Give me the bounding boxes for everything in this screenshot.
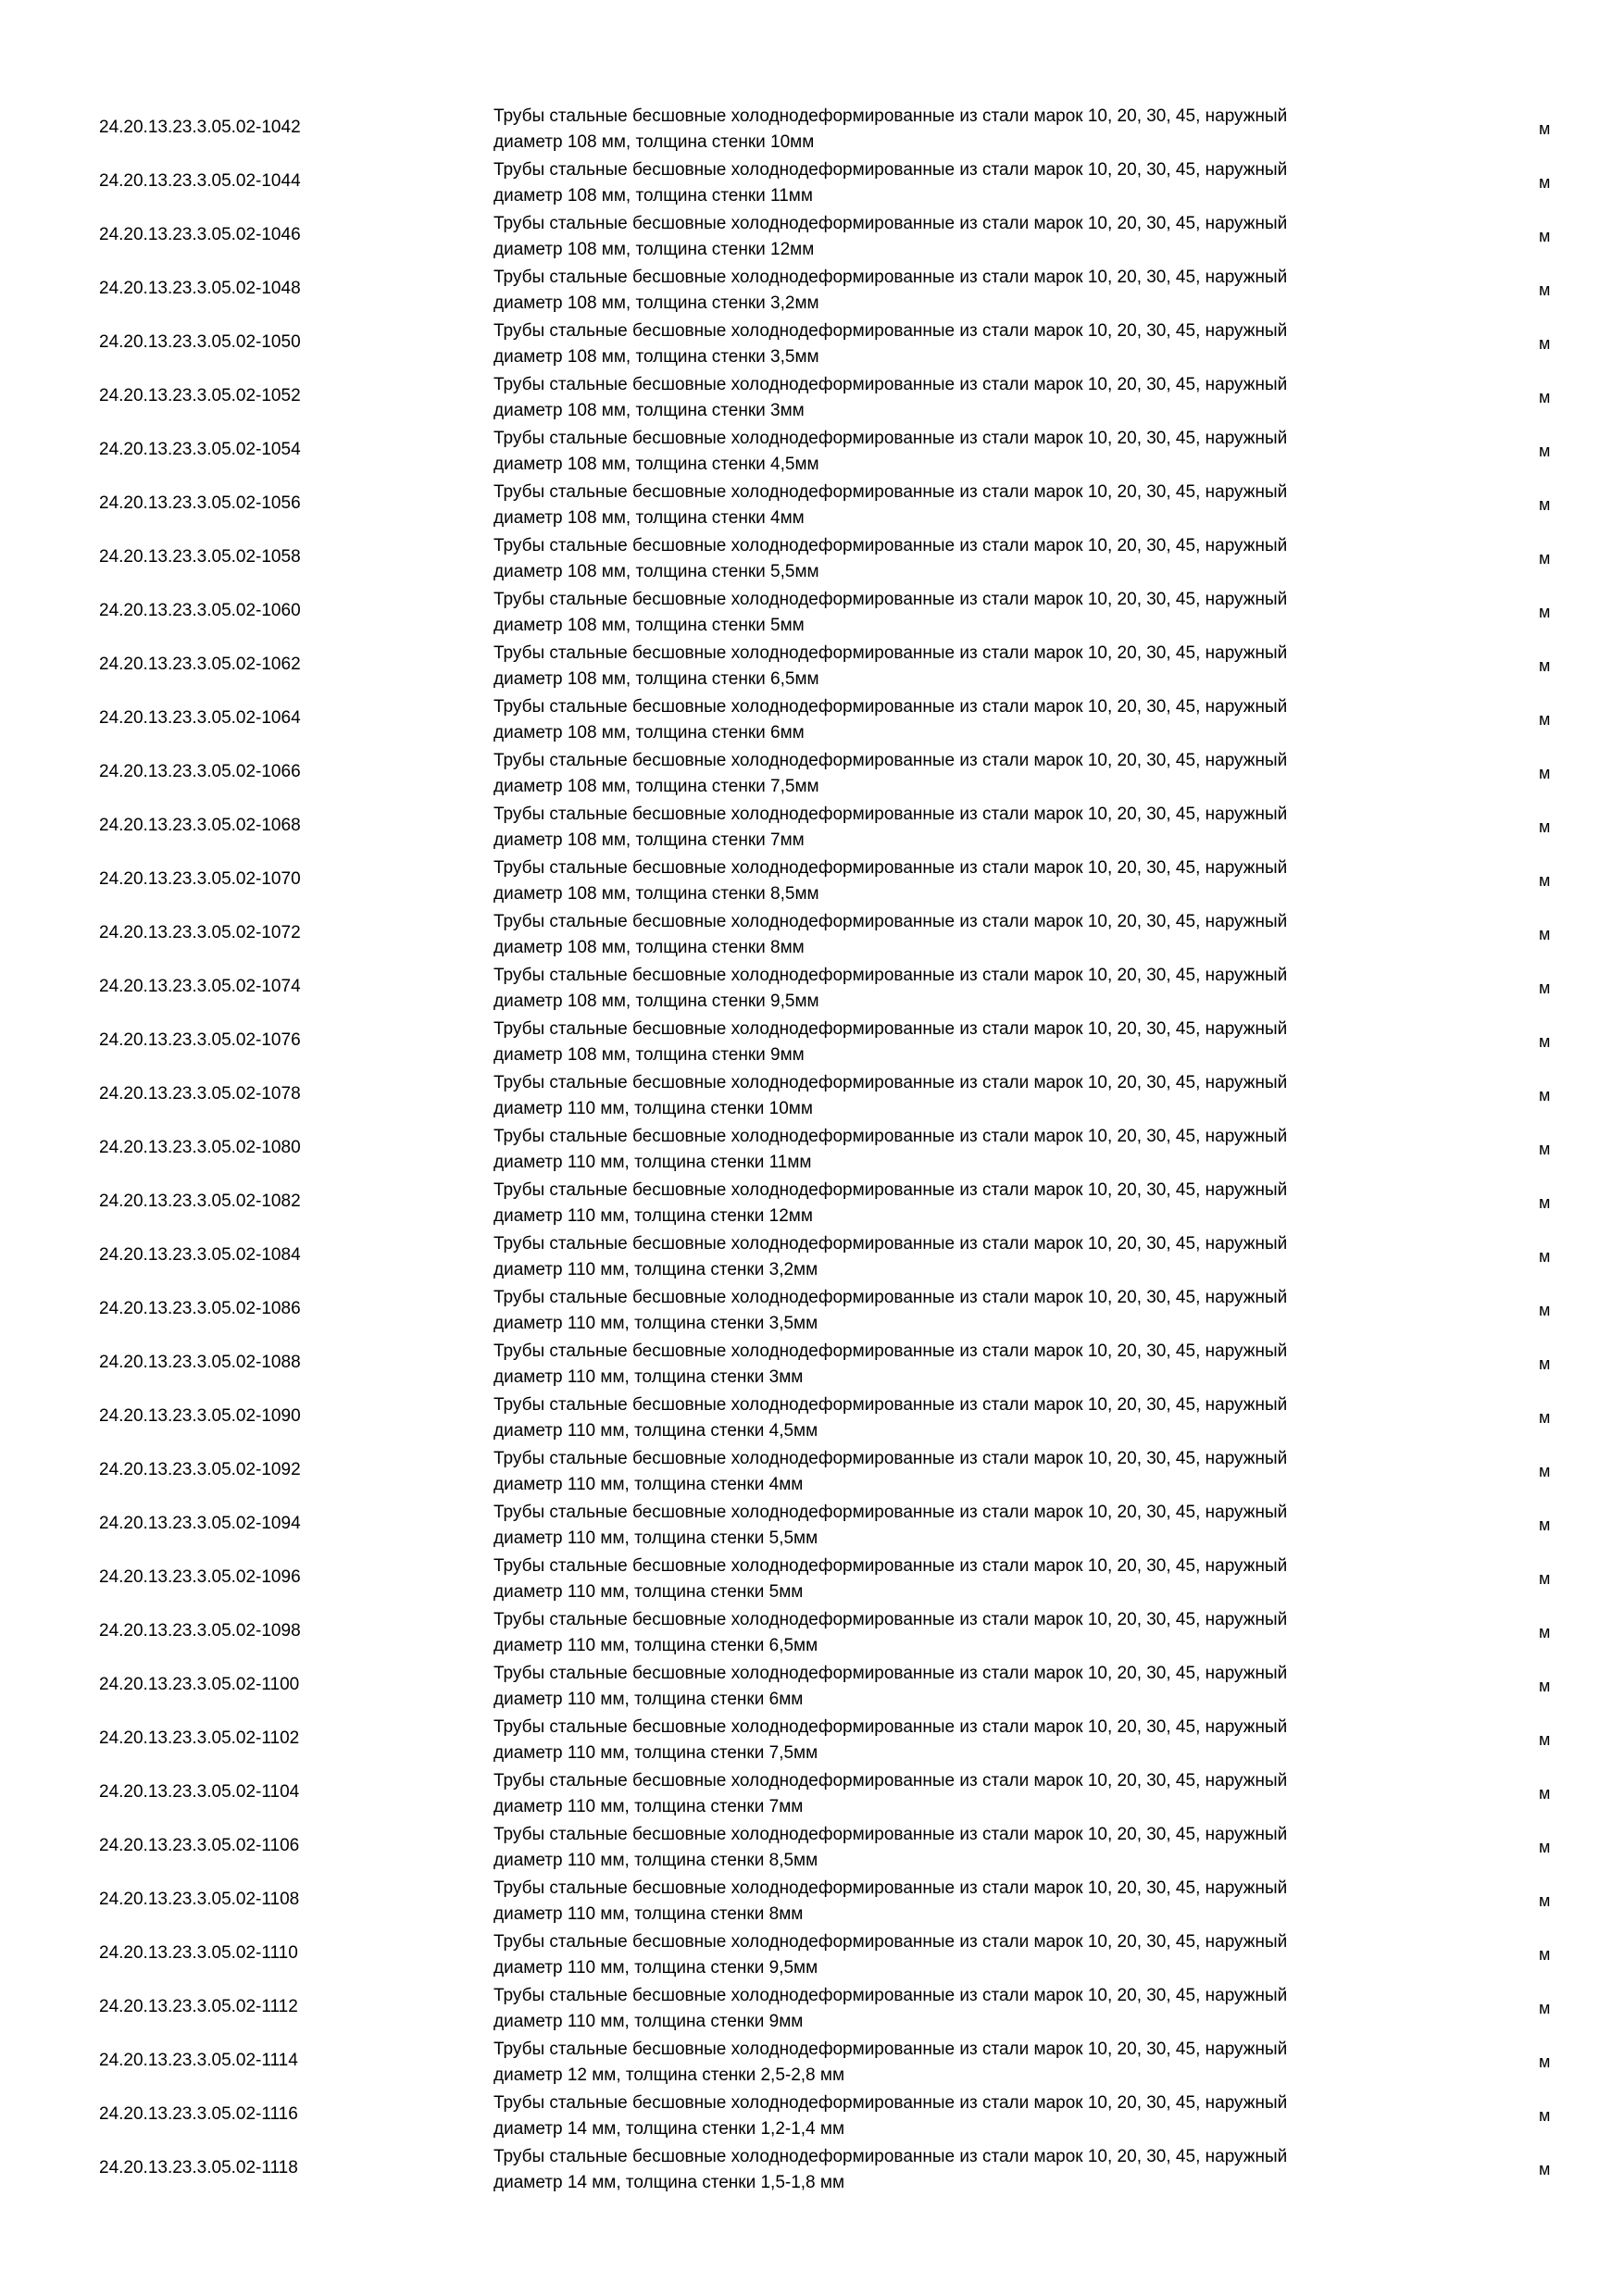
unit-of-measure: м [1539,119,1551,138]
resource-description [493,1285,1419,1337]
description-line-2: диаметр 110 мм, толщина стенки 8мм [493,1904,804,1924]
description-line-2: диаметр 108 мм, толщина стенки 7,5мм [493,777,819,796]
description-line-2: диаметр 110 мм, толщина стенки 3,5мм [493,1314,818,1333]
description-line-2: диаметр 108 мм, толщина стенки 11мм [493,186,813,206]
resource-code: 24.20.13.23.3.05.02-1102 [99,1728,300,1748]
table-row [0,1978,1624,2032]
resource-code: 24.20.13.23.3.05.02-1114 [99,2051,298,2070]
table-row [0,1227,1624,1280]
table-row [0,1334,1624,1388]
resource-code: 24.20.13.23.3.05.02-1050 [99,332,301,352]
table-row [0,2140,1624,2193]
unit-of-measure: м [1539,2106,1551,2125]
unit-of-measure: м [1539,656,1551,675]
description-line-1: Трубы стальные бесшовные холоднодеформированные из стали марок 10, 20, 30, 45, наружный [493,321,1288,341]
table-row [0,1280,1624,1334]
description-line-1: Трубы стальные бесшовные холоднодеформированные из стали марок 10, 20, 30, 45, наружный [493,1341,1288,1361]
unit-of-measure: м [1539,549,1551,568]
description-line-2: диаметр 108 мм, толщина стенки 3,2мм [493,293,819,313]
description-line-2: диаметр 108 мм, толщина стенки 7мм [493,830,805,850]
table-row [0,743,1624,797]
table-row [0,260,1624,314]
description-line-1: Трубы стальные бесшовные холоднодеформированные из стали марок 10, 20, 30, 45, наружный [493,1180,1288,1200]
resource-code: 24.20.13.23.3.05.02-1092 [99,1460,301,1479]
resource-code: 24.20.13.23.3.05.02-1076 [99,1030,301,1050]
table-row [0,1925,1624,1978]
unit-of-measure: м [1539,495,1551,514]
resource-code: 24.20.13.23.3.05.02-1088 [99,1353,301,1372]
resource-description [493,372,1419,424]
description-line-2: диаметр 108 мм, толщина стенки 5,5мм [493,562,819,581]
resource-description [493,641,1419,693]
unit-of-measure: м [1539,1891,1551,1910]
unit-of-measure: м [1539,1677,1551,1695]
description-line-1: Трубы стальные бесшовные холоднодеформированные из стали марок 10, 20, 30, 45, наружный [493,697,1288,717]
resource-description [493,909,1419,961]
table-row [0,1066,1624,1119]
description-line-1: Трубы стальные бесшовные холоднодеформированные из стали марок 10, 20, 30, 45, наружный [493,2147,1288,2166]
price-list-table [0,99,1624,2193]
unit-of-measure: м [1539,281,1551,299]
description-line-2: диаметр 110 мм, толщина стенки 11мм [493,1153,812,1172]
description-line-1: Трубы стальные бесшовные холоднодеформированные из стали марок 10, 20, 30, 45, наружный [493,1932,1288,1952]
resource-description [493,1929,1419,1981]
resource-description [493,1876,1419,1928]
description-line-1: Трубы стальные бесшовные холоднодеформированные из стали марок 10, 20, 30, 45, наружный [493,1503,1288,1522]
table-row [0,905,1624,958]
table-row [0,1012,1624,1066]
description-line-1: Трубы стальные бесшовные холоднодеформированные из стали марок 10, 20, 30, 45, наружный [493,375,1288,394]
description-line-2: диаметр 110 мм, толщина стенки 7,5мм [493,1743,818,1763]
resource-description [493,426,1419,478]
resource-code: 24.20.13.23.3.05.02-1074 [99,977,301,996]
description-line-1: Трубы стальные бесшовные холоднодеформированные из стали марок 10, 20, 30, 45, наружный [493,1234,1288,1254]
unit-of-measure: м [1539,1086,1551,1104]
description-line-2: диаметр 108 мм, толщина стенки 9мм [493,1045,805,1065]
description-line-2: диаметр 110 мм, толщина стенки 10мм [493,1099,813,1118]
table-row [0,2032,1624,2086]
unit-of-measure: м [1539,334,1551,353]
unit-of-measure: м [1539,1623,1551,1641]
description-line-2: диаметр 108 мм, толщина стенки 3мм [493,401,805,420]
description-line-2: диаметр 110 мм, толщина стенки 4,5мм [493,1421,818,1441]
resource-code: 24.20.13.23.3.05.02-1116 [99,2104,298,2124]
unit-of-measure: м [1539,173,1551,192]
resource-code: 24.20.13.23.3.05.02-1042 [99,118,301,137]
description-line-1: Трубы стальные бесшовные холоднодеформированные из стали марок 10, 20, 30, 45, наружный [493,268,1288,287]
description-line-1: Трубы стальные бесшовные холоднодеформированные из стали марок 10, 20, 30, 45, наружный [493,1664,1288,1683]
table-row [0,153,1624,206]
description-line-2: диаметр 110 мм, толщина стенки 9,5мм [493,1958,818,1978]
resource-code: 24.20.13.23.3.05.02-1052 [99,386,301,406]
table-row [0,1495,1624,1549]
description-line-1: Трубы стальные бесшовные холоднодеформированные из стали марок 10, 20, 30, 45, наружный [493,643,1288,663]
resource-code: 24.20.13.23.3.05.02-1104 [99,1782,300,1802]
resource-description [493,1661,1419,1713]
description-line-2: диаметр 108 мм, толщина стенки 4,5мм [493,455,819,474]
resource-description [493,1607,1419,1659]
resource-description [493,1822,1419,1874]
resource-description [493,1339,1419,1391]
resource-description [493,1231,1419,1283]
description-line-1: Трубы стальные бесшовные холоднодеформированные из стали марок 10, 20, 30, 45, наружный [493,966,1288,985]
unit-of-measure: м [1539,1354,1551,1373]
description-line-1: Трубы стальные бесшовные холоднодеформированные из стали марок 10, 20, 30, 45, наружный [493,590,1288,609]
resource-code: 24.20.13.23.3.05.02-1112 [99,1997,298,2016]
description-line-2: диаметр 110 мм, толщина стенки 12мм [493,1206,813,1226]
resource-description [493,1124,1419,1176]
description-line-1: Трубы стальные бесшовные холоднодеформированные из стали марок 10, 20, 30, 45, наружный [493,1127,1288,1146]
resource-code: 24.20.13.23.3.05.02-1110 [99,1943,298,1963]
description-line-1: Трубы стальные бесшовные холоднодеформированные из стали марок 10, 20, 30, 45, наружный [493,1395,1288,1415]
description-line-2: диаметр 110 мм, толщина стенки 9мм [493,2012,804,2031]
description-line-1: Трубы стальные бесшовные холоднодеформированные из стали марок 10, 20, 30, 45, наружный [493,1878,1288,1898]
resource-code: 24.20.13.23.3.05.02-1046 [99,225,301,244]
resource-description [493,694,1419,746]
table-row [0,1871,1624,1925]
description-line-1: Трубы стальные бесшовные холоднодеформированные из стали марок 10, 20, 30, 45, наружный [493,858,1288,878]
table-row [0,1119,1624,1173]
unit-of-measure: м [1539,1140,1551,1158]
unit-of-measure: м [1539,1784,1551,1803]
description-line-1: Трубы стальные бесшовные холоднодеформированные из стали марок 10, 20, 30, 45, наружный [493,214,1288,233]
resource-description [493,318,1419,370]
description-line-1: Трубы стальные бесшовные холоднодеформированные из стали марок 10, 20, 30, 45, наружный [493,1556,1288,1576]
description-line-1: Трубы стальные бесшовные холоднодеформированные из стали марок 10, 20, 30, 45, наружный [493,2093,1288,2113]
table-row [0,636,1624,690]
resource-code: 24.20.13.23.3.05.02-1068 [99,816,301,835]
resource-description [493,1768,1419,1820]
table-row [0,99,1624,153]
resource-description [493,480,1419,531]
description-line-2: диаметр 14 мм, толщина стенки 1,5-1,8 мм [493,2173,845,2192]
unit-of-measure: м [1539,1569,1551,1588]
description-line-1: Трубы стальные бесшовные холоднодеформированные из стали марок 10, 20, 30, 45, наружный [493,1288,1288,1307]
table-row [0,1441,1624,1495]
table-row [0,1603,1624,1656]
description-line-2: диаметр 108 мм, толщина стенки 8мм [493,938,805,957]
resource-code: 24.20.13.23.3.05.02-1062 [99,655,301,674]
resource-code: 24.20.13.23.3.05.02-1078 [99,1084,301,1104]
description-line-1: Трубы стальные бесшовные холоднодеформированные из стали марок 10, 20, 30, 45, наружный [493,2040,1288,2059]
description-line-2: диаметр 108 мм, толщина стенки 3,5мм [493,347,819,367]
unit-of-measure: м [1539,925,1551,943]
description-line-2: диаметр 108 мм, толщина стенки 5мм [493,616,805,635]
description-line-2: диаметр 12 мм, толщина стенки 2,5-2,8 мм [493,2065,845,2085]
table-row [0,2086,1624,2140]
resource-code: 24.20.13.23.3.05.02-1056 [99,493,301,513]
resource-code: 24.20.13.23.3.05.02-1070 [99,869,301,889]
unit-of-measure: м [1539,2160,1551,2178]
resource-code: 24.20.13.23.3.05.02-1090 [99,1406,301,1426]
description-line-1: Трубы стальные бесшовные холоднодеформированные из стали марок 10, 20, 30, 45, наружный [493,1825,1288,1844]
unit-of-measure: м [1539,1408,1551,1427]
table-row [0,690,1624,743]
resource-code: 24.20.13.23.3.05.02-1048 [99,279,301,298]
resource-description [493,587,1419,639]
resource-code: 24.20.13.23.3.05.02-1082 [99,1192,301,1211]
unit-of-measure: м [1539,227,1551,245]
table-row [0,421,1624,475]
resource-description [493,1070,1419,1122]
resource-code: 24.20.13.23.3.05.02-1086 [99,1299,301,1318]
unit-of-measure: м [1539,979,1551,997]
resource-code: 24.20.13.23.3.05.02-1094 [99,1514,301,1533]
description-line-2: диаметр 108 мм, толщина стенки 6мм [493,723,805,742]
resource-code: 24.20.13.23.3.05.02-1084 [99,1245,301,1265]
description-line-1: Трубы стальные бесшовные холоднодеформированные из стали марок 10, 20, 30, 45, наружный [493,1986,1288,2005]
description-line-1: Трубы стальные бесшовные холоднодеформированные из стали марок 10, 20, 30, 45, наружный [493,1019,1288,1039]
description-line-1: Трубы стальные бесшовные холоднодеформированные из стали марок 10, 20, 30, 45, наружный [493,429,1288,448]
description-line-1: Трубы стальные бесшовные холоднодеформированные из стали марок 10, 20, 30, 45, наружный [493,805,1288,824]
resource-code: 24.20.13.23.3.05.02-1106 [99,1836,300,1855]
unit-of-measure: м [1539,1462,1551,1480]
resource-code: 24.20.13.23.3.05.02-1098 [99,1621,301,1641]
description-line-2: диаметр 110 мм, толщина стенки 3мм [493,1367,804,1387]
resource-description [493,1554,1419,1605]
resource-description [493,1178,1419,1229]
unit-of-measure: м [1539,1516,1551,1534]
resource-description [493,2144,1419,2196]
resource-description [493,748,1419,800]
unit-of-measure: м [1539,817,1551,836]
resource-code: 24.20.13.23.3.05.02-1080 [99,1138,301,1157]
resource-description [493,1392,1419,1444]
table-row [0,851,1624,905]
resource-description [493,1983,1419,2035]
description-line-1: Трубы стальные бесшовные холоднодеформированные из стали марок 10, 20, 30, 45, наружный [493,751,1288,770]
resource-code: 24.20.13.23.3.05.02-1058 [99,547,301,567]
resource-description [493,963,1419,1015]
resource-description [493,1017,1419,1068]
table-row [0,1388,1624,1441]
resource-description [493,211,1419,263]
table-row [0,206,1624,260]
description-line-2: диаметр 108 мм, толщина стенки 12мм [493,240,815,259]
description-line-1: Трубы стальные бесшовные холоднодеформированные из стали марок 10, 20, 30, 45, наружный [493,106,1288,126]
description-line-2: диаметр 110 мм, толщина стенки 5мм [493,1582,804,1602]
description-line-1: Трубы стальные бесшовные холоднодеформированные из стали марок 10, 20, 30, 45, наружный [493,160,1288,180]
table-row [0,475,1624,529]
resource-code: 24.20.13.23.3.05.02-1066 [99,762,301,781]
resource-code: 24.20.13.23.3.05.02-1118 [99,2158,298,2177]
description-line-2: диаметр 110 мм, толщина стенки 6,5мм [493,1636,818,1655]
table-row [0,958,1624,1012]
unit-of-measure: м [1539,871,1551,890]
resource-code: 24.20.13.23.3.05.02-1096 [99,1567,301,1587]
description-line-2: диаметр 108 мм, толщина стенки 9,5мм [493,992,819,1011]
description-line-2: диаметр 108 мм, толщина стенки 8,5мм [493,884,819,904]
table-row [0,582,1624,636]
table-row [0,1710,1624,1764]
description-line-1: Трубы стальные бесшовные холоднодеформированные из стали марок 10, 20, 30, 45, наружный [493,1610,1288,1629]
unit-of-measure: м [1539,1193,1551,1212]
description-line-2: диаметр 14 мм, толщина стенки 1,2-1,4 мм [493,2119,845,2139]
table-row [0,529,1624,582]
resource-code: 24.20.13.23.3.05.02-1060 [99,601,301,620]
resource-code: 24.20.13.23.3.05.02-1100 [99,1675,300,1694]
resource-description [493,157,1419,209]
table-row [0,1817,1624,1871]
table-row [0,1656,1624,1710]
description-line-2: диаметр 110 мм, толщина стенки 4мм [493,1475,804,1494]
unit-of-measure: м [1539,710,1551,729]
description-line-2: диаметр 110 мм, толщина стенки 5,5мм [493,1529,818,1548]
table-row [0,314,1624,368]
unit-of-measure: м [1539,1945,1551,1964]
unit-of-measure: м [1539,1838,1551,1856]
description-line-1: Трубы стальные бесшовные холоднодеформированные из стали марок 10, 20, 30, 45, наружный [493,1771,1288,1791]
unit-of-measure: м [1539,2053,1551,2071]
resource-description [493,2090,1419,2142]
table-row [0,1764,1624,1817]
unit-of-measure: м [1539,1301,1551,1319]
description-line-2: диаметр 110 мм, толщина стенки 8,5мм [493,1851,818,1870]
description-line-2: диаметр 110 мм, толщина стенки 3,2мм [493,1260,818,1279]
description-line-1: Трубы стальные бесшовные холоднодеформированные из стали марок 10, 20, 30, 45, наружный [493,482,1288,502]
description-line-2: диаметр 110 мм, толщина стенки 7мм [493,1797,804,1816]
description-line-1: Трубы стальные бесшовные холоднодеформированные из стали марок 10, 20, 30, 45, наружный [493,1449,1288,1468]
resource-code: 24.20.13.23.3.05.02-1054 [99,440,301,459]
description-line-1: Трубы стальные бесшовные холоднодеформированные из стали марок 10, 20, 30, 45, наружный [493,1717,1288,1737]
table-row [0,797,1624,851]
resource-description [493,1715,1419,1766]
resource-description [493,1446,1419,1498]
description-line-2: диаметр 108 мм, толщина стенки 4мм [493,508,805,528]
unit-of-measure: м [1539,1032,1551,1051]
resource-description [493,2037,1419,2089]
resource-description [493,855,1419,907]
table-row [0,1173,1624,1227]
unit-of-measure: м [1539,1999,1551,2017]
resource-code: 24.20.13.23.3.05.02-1108 [99,1890,300,1909]
description-line-1: Трубы стальные бесшовные холоднодеформированные из стали марок 10, 20, 30, 45, наружный [493,536,1288,555]
table-row [0,368,1624,421]
table-row [0,1549,1624,1603]
description-line-1: Трубы стальные бесшовные холоднодеформированные из стали марок 10, 20, 30, 45, наружный [493,1073,1288,1092]
resource-code: 24.20.13.23.3.05.02-1044 [99,171,301,191]
description-line-2: диаметр 110 мм, толщина стенки 6мм [493,1690,804,1709]
unit-of-measure: м [1539,764,1551,782]
resource-description [493,104,1419,156]
resource-description [493,265,1419,317]
resource-description [493,1500,1419,1552]
unit-of-measure: м [1539,1730,1551,1749]
description-line-2: диаметр 108 мм, толщина стенки 6,5мм [493,669,819,689]
unit-of-measure: м [1539,603,1551,621]
resource-code: 24.20.13.23.3.05.02-1064 [99,708,301,728]
unit-of-measure: м [1539,442,1551,460]
resource-description [493,533,1419,585]
description-line-1: Трубы стальные бесшовные холоднодеформированные из стали марок 10, 20, 30, 45, наружный [493,912,1288,931]
unit-of-measure: м [1539,1247,1551,1266]
unit-of-measure: м [1539,388,1551,406]
resource-code: 24.20.13.23.3.05.02-1072 [99,923,301,942]
description-line-2: диаметр 108 мм, толщина стенки 10мм [493,132,815,152]
resource-description [493,802,1419,854]
